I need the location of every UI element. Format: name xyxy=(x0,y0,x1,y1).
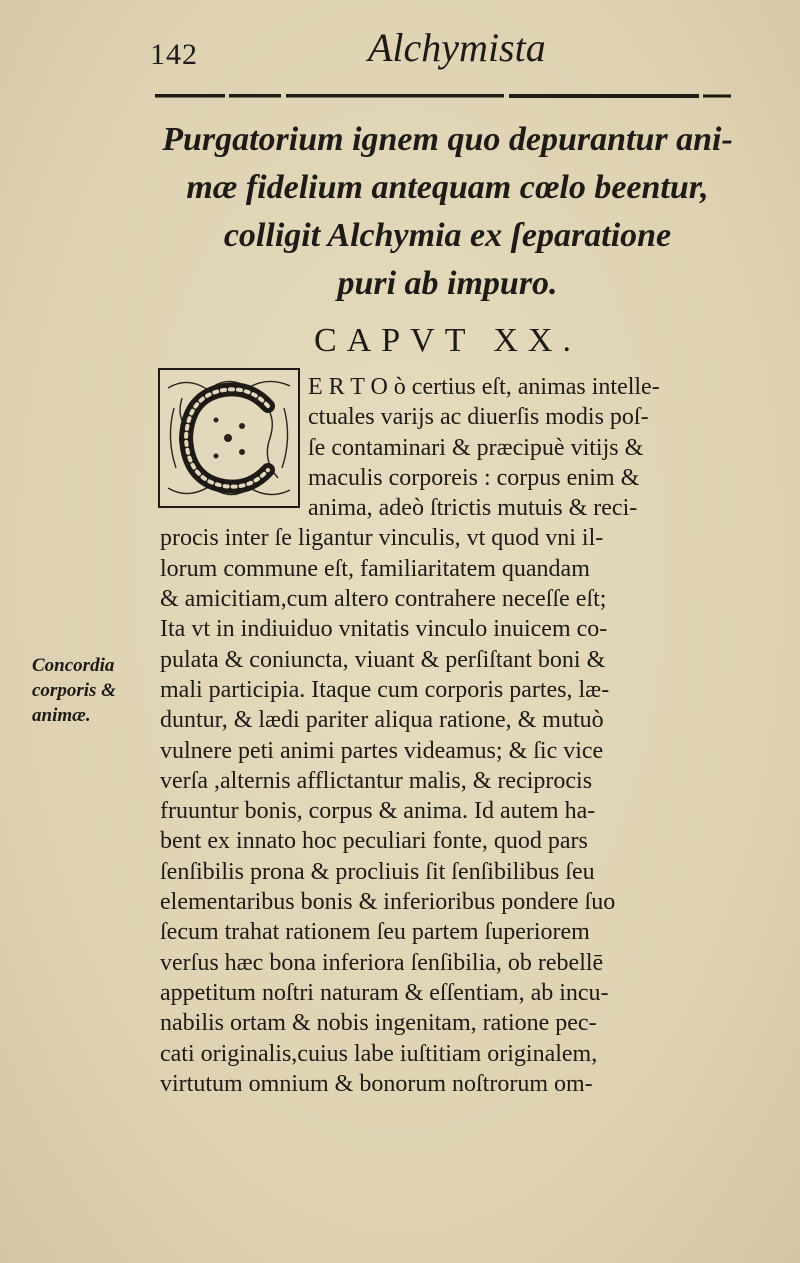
body-line: ctuales varijs ac diuerſis modis poſ- xyxy=(308,404,649,431)
marginal-note-line: corporis & xyxy=(32,680,116,701)
body-text xyxy=(160,372,740,1099)
body-line: virtutum omnium & bonorum noſtrorum om- xyxy=(160,1070,593,1097)
body-line: vulnere peti animi partes videamus; & ſic vice xyxy=(160,737,604,764)
body-line: fruuntur bonis, corpus & anima. Id autem ha- xyxy=(160,798,596,825)
chapter-title-line: puri ab impuro. xyxy=(337,265,558,302)
body-line: anima, adeò ſtrictis mutuis & reci- xyxy=(308,495,638,522)
body-line: ſecum trahat rationem ſeu partem ſuperiorem xyxy=(160,919,590,946)
body-line: appetitum noſtri naturam & eſſentiam, ab incu- xyxy=(160,979,609,1006)
body-line: bent ex innato hoc peculiari fonte, quod pars xyxy=(160,828,588,855)
marginal-note-line: animæ. xyxy=(32,705,91,726)
body-line: E R T O ò certius eſt, animas intelle- xyxy=(308,374,660,400)
header-rule xyxy=(155,92,733,100)
body-line: pulata & coniuncta, viuant & perſiſtant boni & xyxy=(160,646,606,673)
body-line: procis inter ſe ligantur vinculis, vt quod vni il- xyxy=(160,525,604,552)
page-number: 142 xyxy=(150,38,198,71)
body-line: lorum commune eſt, familiaritatem quandam xyxy=(160,555,590,582)
body-line: nabilis ortam & nobis ingenitam, ratione pec- xyxy=(160,1010,597,1037)
body-line: verſa ,alternis afflictantur malis, & reciprocis xyxy=(160,767,593,794)
body-line: maculis corporeis : corpus enim & xyxy=(308,464,640,491)
body-line: mali participia. Itaque cum corporis partes, læ- xyxy=(160,676,610,703)
chapter-title-line: mæ fidelium antequam cœlo beentur, xyxy=(186,169,709,206)
running-head: Alchymista xyxy=(368,25,546,70)
marginal-note-line: Concordia xyxy=(32,655,115,676)
body-line: & amicitiam,cum altero contrahere neceſſe eſt; xyxy=(160,586,607,613)
marginal-note xyxy=(32,653,150,728)
chapter-title-line: colligit Alchymia ex ſeparatione xyxy=(223,217,672,254)
chapter-title xyxy=(150,116,745,308)
chapter-heading: CAPVT XX. xyxy=(314,322,581,359)
body-line: verſus hæc bona inferiora ſenſibilia, ob rebellē xyxy=(160,949,604,976)
body-line: duntur, & lædi pariter aliqua ratione, & mutuò xyxy=(160,707,604,734)
body-line: ſenſibilis prona & procliuis ſit ſenſibilibus ſeu xyxy=(160,858,595,885)
chapter-title-line: Purgatorium ignem quo depurantur ani- xyxy=(162,121,733,158)
body-line: ſe contaminari & præcipuè vitijs & xyxy=(308,434,644,461)
body-line: elementaribus bonis & inferioribus pondere ſuo xyxy=(160,889,616,916)
body-line: Ita vt in indiuiduo vnitatis vinculo inuicem co- xyxy=(160,616,608,643)
body-line: cati originalis,cuius labe iuſtitiam originalem, xyxy=(160,1040,598,1067)
